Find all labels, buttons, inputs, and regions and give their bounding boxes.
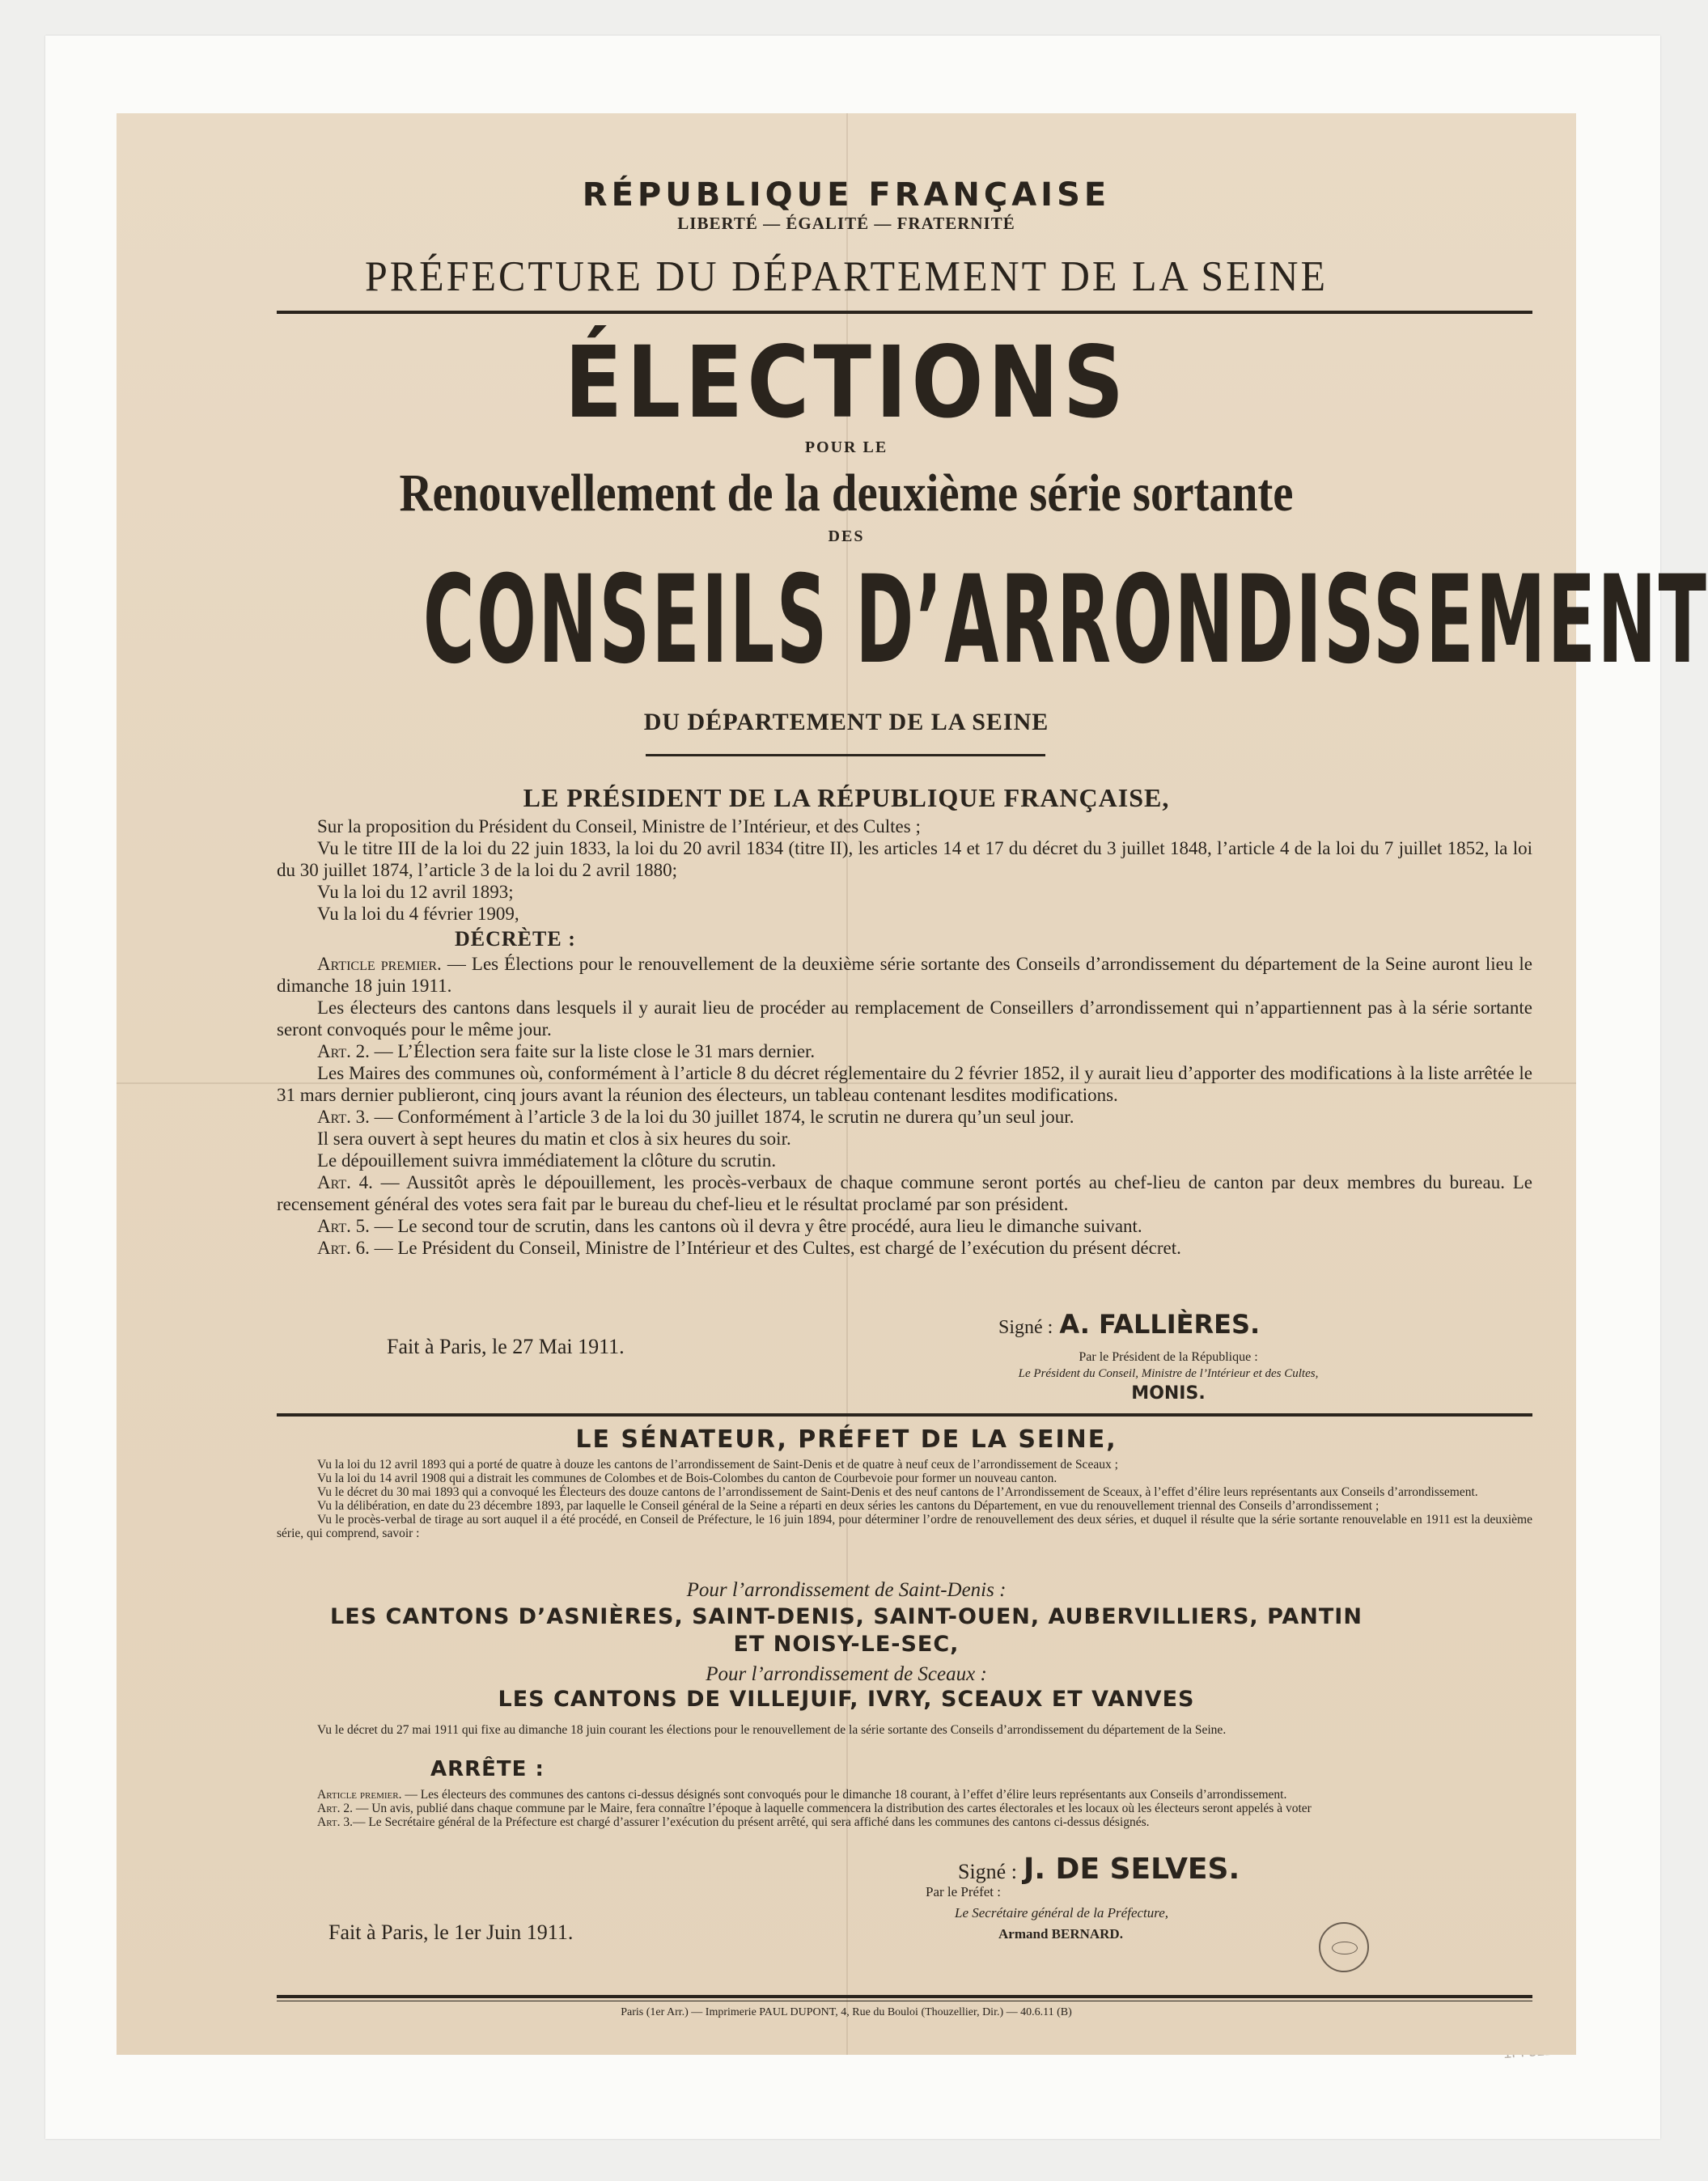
arrete-articles bbox=[277, 1788, 1532, 1829]
article-label: Art. 2. bbox=[317, 1041, 370, 1061]
decree-paragraph: Vu la loi du 4 février 1909, bbox=[317, 904, 519, 924]
par-president: Par le Président de la République : bbox=[1079, 1350, 1258, 1364]
arrete-article-2 bbox=[277, 1802, 1532, 1815]
signe-label: Signé : bbox=[958, 1860, 1017, 1883]
vu-paragraph: Vu le procès-verbal de tirage au sort auquel il a été procédé, en Conseil de Préfecture, le 16 juin 1894, pour déterminer l’ordre de renouvellement des deux séries, et duquel il résulte que la série sortante renouvelable en 1911 est la deuxième série, qui comprend, savoir : bbox=[277, 1513, 1532, 1540]
vu-paragraph: Vu la loi du 14 avril 1908 qui a distrait les communes de Colombes et de Bois-Colombes du canton de Courbevoie pour former un nouveau canton. bbox=[317, 1472, 1057, 1485]
motto: LIBERTÉ — ÉGALITÉ — FRATERNITÉ bbox=[677, 214, 1015, 233]
article-text: — Aussitôt après le dépouillement, les procès-verbaux de chaque commune seront portés au chef-lieu de canton par deux membres du bureau. Le recensement général des votes sera fait par le bureau du chef-lieu et le résultat proclamé par son président. bbox=[277, 1172, 1532, 1214]
signature-fallieres bbox=[998, 1309, 1338, 1340]
decree-paragraph: Vu la loi du 12 avril 1893; bbox=[317, 882, 514, 902]
vu-paragraph: Vu le décret du 27 mai 1911 qui fixe au dimanche 18 juin courant les élections pour le renouvellement de la série sortante des Conseils d’arrondissement du département de la Seine. bbox=[317, 1723, 1227, 1737]
article-text: — L’Élection sera faite sur la liste close le 31 mars dernier. bbox=[369, 1041, 816, 1061]
date-line: Fait à Paris, le 27 Mai 1911. bbox=[387, 1335, 625, 1358]
pour-le: POUR LE bbox=[804, 438, 888, 456]
printer-imprint: Paris (1er Arr.) — Imprimerie PAUL DUPONT, 4, Rue du Bouloi (Thouzellier, Dir.) — 40.6.11 (B) bbox=[621, 2006, 1072, 2018]
par-prefet: Par le Préfet : bbox=[926, 1884, 1001, 1899]
vu-decret bbox=[277, 1723, 1532, 1737]
decree-paragraph: Les électeurs des cantons dans lesquels il y aurait lieu de procéder au remplacement de Conseillers d’arrondissement qui n’appartiennent pas à la série sortante seront convoqués pour le même jour. bbox=[277, 997, 1532, 1040]
conseils-heading: CONSEILS D’ARRONDISSEMENT bbox=[422, 550, 1708, 691]
sceaux-cantons: LES CANTONS DE VILLEJUIF, IVRY, SCEAUX ET VANVES bbox=[498, 1687, 1195, 1712]
divider bbox=[277, 1995, 1532, 1998]
article-4 bbox=[277, 1171, 1532, 1215]
signatory-monis: MONIS. bbox=[1131, 1383, 1206, 1404]
cantons-line: ET NOISY-LE-SEC, bbox=[733, 1632, 960, 1657]
arrete-considerations bbox=[277, 1458, 1532, 1540]
date-line: Fait à Paris, le 1er Juin 1911. bbox=[328, 1921, 574, 1944]
des: DES bbox=[828, 527, 865, 545]
decrete-heading: DÉCRÈTE : bbox=[455, 927, 576, 951]
article-6 bbox=[277, 1237, 1532, 1259]
arrete-article-1 bbox=[277, 1788, 1532, 1802]
decree-paragraph: Les Maires des communes où, conformément à l’article 8 du décret réglementaire du 2 février 1852, il y aurait lieu d’apporter des modifications à la liste arrêtée le 31 mars dernier publieront, cinq jours avant la réunion des électeurs, un tableau contenant lesdites modifications. bbox=[277, 1063, 1532, 1105]
article-text: — Un avis, publié dans chaque commune par le Maire, fera connaître l’époque à laquelle commencera la distribution des cartes électorales et les locaux où les électeurs seront appelés à voter bbox=[352, 1802, 1312, 1815]
secretaire-general: Le Secrétaire général de la Préfecture, bbox=[955, 1905, 1169, 1921]
saint-denis-cantons bbox=[117, 1603, 1576, 1658]
vu-paragraph: Vu la loi du 12 avril 1893 qui a porté de quatre à douze les cantons de l’arrondissement de Saint-Denis et de quatre à neuf ceux de l’arrondissement de Sceaux ; bbox=[317, 1458, 1118, 1472]
vu-paragraph: Vu la délibération, en date du 23 décembre 1893, par laquelle le Conseil général de la Seine a réparti en deux séries les cantons du Département, en vue du renouvellement triennal des Conseils d’arrondissement ; bbox=[317, 1499, 1380, 1513]
president-heading: LE PRÉSIDENT DE LA RÉPUBLIQUE FRANÇAISE, bbox=[523, 783, 1170, 812]
decree-paragraph: Sur la proposition du Président du Conseil, Ministre de l’Intérieur, et des Cultes ; bbox=[317, 816, 921, 836]
elections-title: ÉLECTIONS bbox=[564, 325, 1129, 440]
divider bbox=[646, 754, 1045, 756]
article-label: Art. 5. bbox=[317, 1216, 370, 1236]
countersign-prefet bbox=[926, 1882, 1168, 1945]
signe-label: Signé : bbox=[998, 1317, 1053, 1338]
arrete-heading: ARRÊTE : bbox=[430, 1757, 545, 1781]
senateur-heading: LE SÉNATEUR, PRÉFET DE LA SEINE, bbox=[575, 1425, 1117, 1454]
decree-paragraph: Il sera ouvert à sept heures du matin et clos à six heures du soir. bbox=[317, 1129, 791, 1149]
decree-paragraph: Vu le titre III de la loi du 22 juin 1833, la loi du 20 avril 1834 (titre II), les articles 14 et 17 du décret du 3 juillet 1848, l’article 4 de la loi du 7 juillet 1852, la loi du 30 juillet 1874, l’article 3 de la loi du 2 avril 1880; bbox=[277, 838, 1532, 880]
divider bbox=[277, 1413, 1532, 1417]
article-label: Article premier. bbox=[317, 954, 442, 974]
countersign bbox=[926, 1349, 1411, 1382]
divider bbox=[277, 311, 1532, 314]
article-label: Art. 6. bbox=[317, 1238, 370, 1258]
article-5 bbox=[277, 1215, 1532, 1237]
par-ministre: Le Président du Conseil, Ministre de l’Intérieur et des Cultes, bbox=[1018, 1367, 1319, 1380]
article-3 bbox=[277, 1106, 1532, 1128]
article-text: — Le Secrétaire général de la Préfecture est chargé d’assurer l’exécution du présent arrêté, qui sera affiché dans les communes des cantons ci-dessus désignés. bbox=[352, 1815, 1150, 1829]
signatory-bernard: Armand BERNARD. bbox=[998, 1926, 1123, 1942]
republic-heading: RÉPUBLIQUE FRANÇAISE bbox=[582, 176, 1111, 214]
election-poster bbox=[117, 113, 1708, 2055]
decree-text bbox=[277, 815, 1532, 1259]
article-text: — Conformément à l’article 3 de la loi du 30 juillet 1874, le scrutin ne durera qu’un seul jour. bbox=[369, 1107, 1074, 1127]
sceaux-intro: Pour l’arrondissement de Sceaux : bbox=[706, 1663, 987, 1685]
article-label: Article premier. bbox=[317, 1788, 402, 1802]
article-label: Art. 3. bbox=[317, 1107, 370, 1127]
article-2 bbox=[277, 1040, 1532, 1062]
arrete-article-3 bbox=[277, 1815, 1532, 1829]
article-label: Art. 2. bbox=[317, 1802, 353, 1815]
article-text: — Le Président du Conseil, Ministre de l’Intérieur et des Cultes, est chargé de l’exécution du présent décret. bbox=[369, 1238, 1181, 1258]
article-text: — Le second tour de scrutin, dans les cantons où il devra y être procédé, aura lieu le dimanche suivant. bbox=[369, 1216, 1142, 1236]
saint-denis-intro: Pour l’arrondissement de Saint-Denis : bbox=[686, 1579, 1007, 1601]
cantons-line: LES CANTONS D’ASNIÈRES, SAINT-DENIS, SAINT-OUEN, AUBERVILLIERS, PANTIN bbox=[330, 1604, 1363, 1629]
renouvellement-heading: Renouvellement de la deuxième série sortante bbox=[399, 464, 1294, 523]
article-label: Art. 3. bbox=[317, 1815, 353, 1829]
vu-paragraph: Vu le décret du 30 mai 1893 qui a convoqué les Électeurs des douze cantons de l’arrondissement de Saint-Denis et des neuf cantons de l’Arrondissement de Sceaux, à l’effet d’élire leurs représentants aux Conseils d’arrondissement. bbox=[317, 1485, 1478, 1499]
signature-de-selves bbox=[958, 1853, 1240, 1886]
departement-heading: DU DÉPARTEMENT DE LA SEINE bbox=[643, 709, 1049, 735]
article-text: — Les électeurs des communes des cantons ci-dessus désignés sont convoqués pour le dimanche 18 courant, à l’effet d’élire leurs représentants aux Conseils d’arrondissement. bbox=[401, 1788, 1287, 1802]
article-label: Art. 4. bbox=[317, 1172, 373, 1192]
signatory-name: A. FALLIÈRES. bbox=[1059, 1309, 1261, 1340]
signatory-name: J. DE SELVES. bbox=[1023, 1853, 1240, 1886]
prefecture-heading: PRÉFECTURE DU DÉPARTEMENT DE LA SEINE bbox=[364, 252, 1328, 300]
article-text: — Les Élections pour le renouvellement de la deuxième série sortante des Conseils d’arrondissement du département de la Seine auront lieu le dimanche 18 juin 1911. bbox=[277, 954, 1532, 996]
archive-seal-icon bbox=[1319, 1922, 1369, 1972]
article-1 bbox=[277, 953, 1532, 997]
decree-paragraph: Le dépouillement suivra immédiatement la clôture du scrutin. bbox=[317, 1150, 777, 1171]
